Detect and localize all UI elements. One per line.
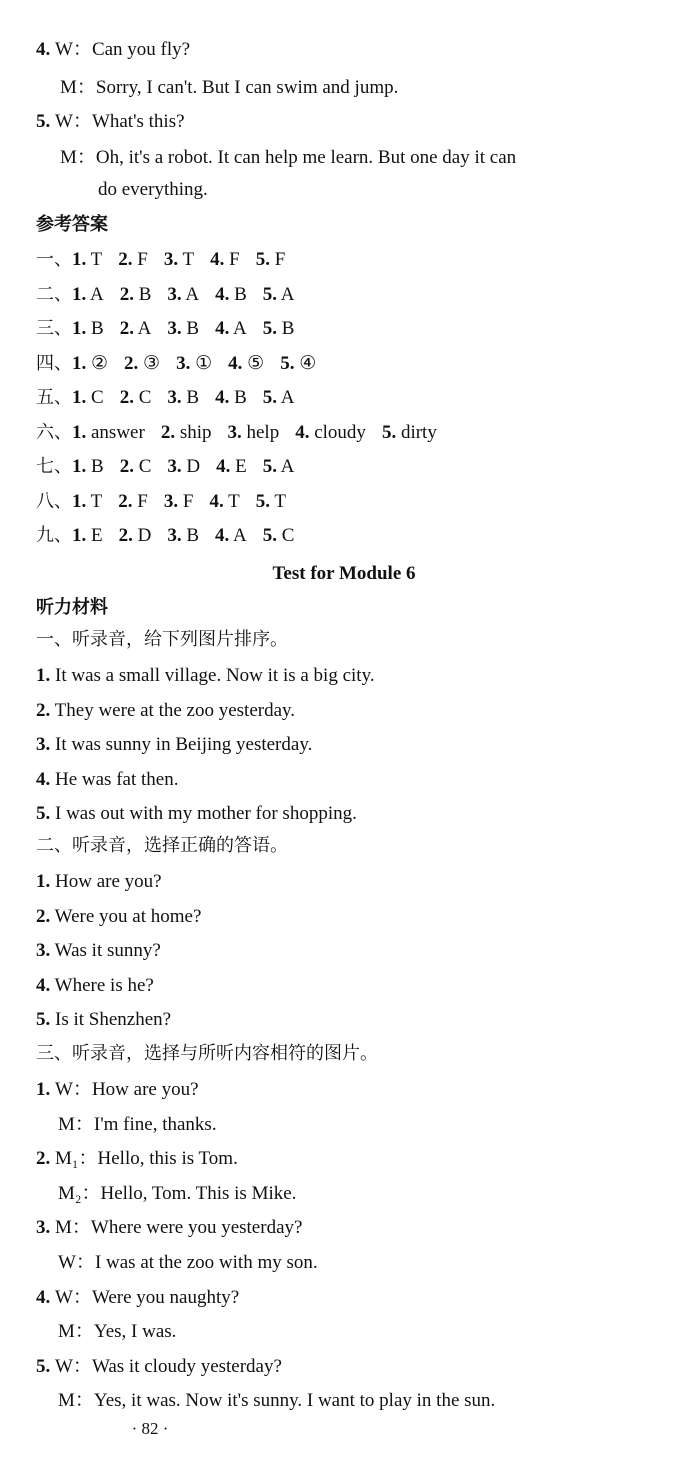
answer-number: 5. bbox=[262, 284, 277, 305]
item-number: 5. bbox=[36, 111, 51, 132]
answer-value: help bbox=[246, 422, 280, 443]
speaker-label: M： bbox=[60, 147, 96, 168]
answer-row bbox=[36, 352, 332, 376]
answer-number: 2. bbox=[118, 491, 133, 512]
item-number: 4. bbox=[36, 39, 51, 60]
dialogue-line bbox=[36, 1147, 238, 1171]
answer-value: ① bbox=[195, 353, 213, 374]
item-number: 4. bbox=[36, 975, 51, 996]
section-1-title: 一、听录音，给下列图片排序。 bbox=[36, 629, 288, 650]
answer-value: answer bbox=[91, 422, 145, 443]
item-number: 3. bbox=[36, 940, 51, 961]
list-item bbox=[36, 870, 162, 894]
dialogue-line bbox=[36, 1286, 239, 1310]
answer-item bbox=[72, 248, 102, 272]
answer-number: 5. bbox=[262, 456, 277, 477]
dialogue-text: Can you fly? bbox=[91, 39, 191, 60]
answer-value: B bbox=[138, 284, 152, 305]
dialogue-line bbox=[58, 1182, 296, 1206]
list-item bbox=[36, 699, 295, 723]
answer-item bbox=[124, 352, 160, 376]
answer-number: 1. bbox=[72, 249, 87, 270]
page-number: · 82 · bbox=[131, 1419, 169, 1438]
answer-number: 4. bbox=[210, 249, 225, 270]
answer-item bbox=[167, 524, 199, 548]
item-number: 3. bbox=[36, 1217, 51, 1238]
answer-number: 3. bbox=[167, 456, 182, 477]
answer-item bbox=[263, 317, 295, 341]
answer-item bbox=[215, 386, 247, 410]
answer-section-label: 九、 bbox=[36, 525, 72, 546]
answer-row bbox=[36, 455, 310, 479]
dialogue-line bbox=[36, 38, 190, 62]
answer-item bbox=[167, 455, 200, 479]
answer-value: F bbox=[229, 249, 240, 270]
speaker-label: W： bbox=[58, 1252, 95, 1273]
dialogue-text: Yes, I was. bbox=[93, 1321, 177, 1342]
answer-number: 4. bbox=[215, 284, 230, 305]
answer-value: D bbox=[137, 525, 152, 546]
answer-number: 3. bbox=[167, 525, 182, 546]
answer-item bbox=[161, 421, 212, 445]
answer-item bbox=[228, 421, 280, 445]
answer-item bbox=[209, 490, 239, 514]
item-text: It was a small village. Now it is a big city. bbox=[55, 665, 375, 686]
answer-item bbox=[228, 352, 264, 376]
answer-number: 1. bbox=[72, 456, 87, 477]
speaker-label: M： bbox=[58, 1114, 94, 1135]
speaker-label: W： bbox=[55, 39, 92, 60]
answer-number: 3. bbox=[163, 491, 179, 512]
answer-section-label: 五、 bbox=[36, 387, 72, 408]
answer-number: 1. bbox=[72, 318, 87, 339]
answer-value: F bbox=[274, 249, 286, 270]
list-item bbox=[36, 664, 375, 688]
answer-item bbox=[215, 283, 247, 307]
dialogue-line bbox=[58, 1113, 217, 1137]
answer-number: 4. bbox=[215, 387, 230, 408]
answer-value: B bbox=[234, 284, 247, 305]
answer-item bbox=[72, 352, 108, 376]
dialogue-line bbox=[36, 1355, 282, 1379]
answer-number: 3. bbox=[167, 387, 182, 408]
answer-number: 4. bbox=[228, 353, 243, 374]
answer-item bbox=[263, 283, 295, 307]
answer-value: B bbox=[186, 525, 200, 546]
answer-item bbox=[72, 524, 103, 548]
answer-row bbox=[36, 317, 310, 341]
dialogue-text: Hello, Tom. This is Mike. bbox=[100, 1183, 297, 1204]
item-text: They were at the zoo yesterday. bbox=[54, 700, 296, 721]
answer-value: A bbox=[185, 284, 200, 305]
item-number: 5. bbox=[36, 803, 51, 824]
answer-item bbox=[118, 248, 148, 272]
answer-number: 1. bbox=[72, 422, 87, 443]
answer-item bbox=[256, 248, 286, 272]
dialogue-text: I was at the zoo with my son. bbox=[94, 1252, 318, 1273]
answer-section-label: 二、 bbox=[36, 284, 72, 305]
list-item bbox=[36, 1008, 171, 1032]
answer-item bbox=[216, 455, 247, 479]
dialogue-line bbox=[58, 1251, 318, 1275]
dialogue-text: Oh, it's a robot. It can help me learn. But one day it can bbox=[95, 147, 517, 168]
answer-item bbox=[120, 455, 152, 479]
answer-value: E bbox=[91, 525, 103, 546]
answer-item bbox=[263, 524, 295, 548]
answer-number: 2. bbox=[118, 525, 133, 546]
answer-item bbox=[382, 421, 437, 445]
answer-number: 2. bbox=[118, 249, 133, 270]
item-number: 4. bbox=[36, 1287, 51, 1308]
item-number: 5. bbox=[36, 1356, 51, 1377]
answer-value: ② bbox=[91, 353, 109, 374]
dialogue-text: Was it cloudy yesterday? bbox=[91, 1356, 282, 1377]
dialogue-line bbox=[36, 110, 185, 134]
speaker-label: W： bbox=[55, 1356, 92, 1377]
answer-item bbox=[164, 490, 194, 514]
answer-number: 2. bbox=[119, 318, 134, 339]
item-number: 4. bbox=[36, 769, 51, 790]
speaker-label: M₁： bbox=[55, 1148, 98, 1169]
answer-value: ship bbox=[179, 422, 212, 443]
answer-value: T bbox=[90, 249, 103, 270]
item-number: 1. bbox=[36, 1079, 51, 1100]
answer-number: 4. bbox=[209, 491, 224, 512]
item-text: I was out with my mother for shopping. bbox=[55, 803, 357, 824]
answer-value: A bbox=[280, 387, 295, 408]
answer-value: ③ bbox=[143, 353, 161, 374]
list-item bbox=[36, 905, 201, 929]
dialogue-text: Where were you yesterday? bbox=[90, 1217, 303, 1238]
item-text: How are you? bbox=[55, 871, 162, 892]
answer-value: C bbox=[138, 387, 152, 408]
speaker-label: W： bbox=[55, 1079, 92, 1100]
answer-section-label: 六、 bbox=[36, 422, 72, 443]
answer-value: cloudy bbox=[314, 422, 366, 443]
answer-value: D bbox=[186, 456, 201, 477]
answer-item bbox=[72, 421, 145, 445]
answer-number: 4. bbox=[295, 422, 310, 443]
answer-number: 5. bbox=[280, 353, 295, 374]
answer-value: F bbox=[182, 491, 194, 512]
answer-value: T bbox=[182, 249, 195, 270]
answers-heading: 参考答案 bbox=[36, 214, 108, 235]
speaker-label: M： bbox=[58, 1390, 94, 1411]
answer-section-label: 八、 bbox=[36, 491, 72, 512]
item-number: 5. bbox=[36, 1009, 51, 1030]
dialogue-text: do everything. bbox=[98, 179, 208, 200]
speaker-label: M： bbox=[58, 1321, 94, 1342]
dialogue-text: How are you? bbox=[91, 1079, 199, 1100]
list-item bbox=[36, 768, 178, 792]
dialogue-text: What's this? bbox=[91, 111, 185, 132]
section-2-title: 二、听录音，选择正确的答语。 bbox=[36, 835, 288, 856]
speaker-label: M： bbox=[55, 1217, 91, 1238]
answer-value: E bbox=[235, 456, 247, 477]
dialogue-text: I'm fine, thanks. bbox=[93, 1114, 217, 1135]
answer-value: F bbox=[137, 249, 148, 270]
answer-number: 4. bbox=[216, 456, 231, 477]
answer-section-label: 三、 bbox=[36, 318, 72, 339]
dialogue-text: Hello, this is Tom. bbox=[97, 1148, 238, 1169]
answer-item bbox=[72, 317, 104, 341]
answer-number: 2. bbox=[119, 456, 134, 477]
dialogue-line bbox=[58, 1320, 176, 1344]
answer-item bbox=[167, 386, 199, 410]
list-item bbox=[36, 974, 154, 998]
answer-number: 2. bbox=[124, 353, 139, 374]
speaker-label: M₂： bbox=[58, 1183, 101, 1204]
answer-item bbox=[72, 386, 104, 410]
dialogue-line bbox=[58, 1389, 495, 1413]
answer-value: B bbox=[281, 318, 295, 339]
answer-item bbox=[280, 352, 316, 376]
speaker-label: W： bbox=[55, 1287, 92, 1308]
item-number: 3. bbox=[36, 734, 51, 755]
answer-item bbox=[215, 317, 247, 341]
answer-item bbox=[167, 283, 199, 307]
answer-item bbox=[120, 283, 152, 307]
answer-number: 1. bbox=[72, 491, 87, 512]
answer-item bbox=[72, 490, 102, 514]
answer-value: A bbox=[280, 284, 295, 305]
item-number: 2. bbox=[36, 700, 51, 721]
dialogue-line bbox=[36, 1078, 199, 1102]
dialogue-text: Yes, it was. Now it's sunny. I want to play in the sun. bbox=[93, 1390, 496, 1411]
answer-item bbox=[119, 524, 152, 548]
answer-item bbox=[215, 524, 247, 548]
answer-number: 3. bbox=[227, 422, 242, 443]
dialogue-line bbox=[36, 1216, 302, 1240]
speaker-label: W： bbox=[55, 111, 92, 132]
answer-number: 2. bbox=[119, 387, 134, 408]
answer-number: 1. bbox=[72, 284, 87, 305]
answer-number: 3. bbox=[167, 318, 182, 339]
answer-value: B bbox=[234, 387, 247, 408]
section-3-title: 三、听录音，选择与所听内容相符的图片。 bbox=[36, 1043, 378, 1064]
answer-item bbox=[120, 317, 152, 341]
list-item bbox=[36, 802, 357, 826]
answer-item bbox=[263, 386, 295, 410]
item-number: 1. bbox=[36, 871, 51, 892]
answer-item bbox=[256, 490, 286, 514]
answer-item bbox=[164, 248, 194, 272]
answer-value: T bbox=[274, 491, 286, 512]
answer-number: 5. bbox=[381, 422, 397, 443]
answer-value: A bbox=[280, 456, 295, 477]
answer-number: 4. bbox=[215, 318, 230, 339]
answer-number: 3. bbox=[176, 353, 191, 374]
dialogue-text: Sorry, I can't. But I can swim and jump. bbox=[95, 77, 399, 98]
answer-value: A bbox=[89, 284, 104, 305]
answer-item bbox=[210, 248, 240, 272]
answer-value: A bbox=[137, 318, 152, 339]
answer-row bbox=[36, 524, 310, 548]
answer-value: B bbox=[186, 387, 200, 408]
answer-value: T bbox=[228, 491, 240, 512]
answer-value: F bbox=[137, 491, 148, 512]
answer-number: 5. bbox=[262, 387, 277, 408]
answer-number: 2. bbox=[119, 284, 134, 305]
answer-row bbox=[36, 386, 310, 410]
answer-number: 1. bbox=[72, 353, 87, 374]
item-text: Where is he? bbox=[54, 975, 154, 996]
answer-row bbox=[36, 283, 310, 307]
item-text: Were you at home? bbox=[54, 906, 202, 927]
item-number: 1. bbox=[36, 665, 51, 686]
answer-row bbox=[36, 490, 302, 514]
answer-number: 5. bbox=[262, 318, 277, 339]
answer-value: B bbox=[91, 456, 104, 477]
answer-section-label: 一、 bbox=[36, 249, 72, 270]
dialogue-line bbox=[98, 178, 208, 202]
answer-item bbox=[167, 317, 199, 341]
item-text: He was fat then. bbox=[55, 769, 179, 790]
answer-value: ⑤ bbox=[247, 353, 265, 374]
list-item bbox=[36, 733, 312, 757]
answer-value: B bbox=[91, 318, 104, 339]
speaker-label: M： bbox=[60, 77, 96, 98]
answer-item bbox=[72, 283, 104, 307]
answer-value: C bbox=[91, 387, 104, 408]
answer-number: 4. bbox=[215, 525, 230, 546]
answer-item bbox=[176, 352, 212, 376]
listening-heading: 听力材料 bbox=[36, 597, 108, 618]
answer-value: dirty bbox=[400, 422, 437, 443]
answer-value: A bbox=[233, 318, 247, 339]
answer-number: 5. bbox=[255, 491, 270, 512]
answer-value: A bbox=[232, 525, 247, 546]
dialogue-line bbox=[60, 146, 516, 170]
answer-item bbox=[295, 421, 366, 445]
list-item bbox=[36, 939, 161, 963]
answer-row bbox=[36, 421, 453, 445]
answer-section-label: 四、 bbox=[36, 353, 72, 374]
answer-row bbox=[36, 248, 301, 272]
dialogue-text: Were you naughty? bbox=[91, 1287, 240, 1308]
answer-item bbox=[118, 490, 148, 514]
answer-number: 5. bbox=[262, 525, 277, 546]
item-number: 2. bbox=[36, 906, 51, 927]
item-text: It was sunny in Beijing yesterday. bbox=[55, 734, 313, 755]
answer-item bbox=[72, 455, 104, 479]
answer-number: 5. bbox=[255, 249, 270, 270]
answer-section-label: 七、 bbox=[36, 456, 72, 477]
module-title: Test for Module 6 bbox=[272, 563, 416, 584]
answer-value: C bbox=[138, 456, 152, 477]
answer-value: ④ bbox=[299, 353, 317, 374]
item-text: Is it Shenzhen? bbox=[55, 1009, 172, 1030]
answer-item bbox=[263, 455, 295, 479]
answer-number: 3. bbox=[163, 249, 179, 270]
answer-number: 1. bbox=[72, 525, 87, 546]
answer-number: 3. bbox=[167, 284, 182, 305]
answer-value: C bbox=[281, 525, 295, 546]
dialogue-line bbox=[60, 76, 398, 100]
item-text: Was it sunny? bbox=[54, 940, 161, 961]
answer-item bbox=[120, 386, 152, 410]
item-number: 2. bbox=[36, 1148, 51, 1169]
answer-number: 1. bbox=[72, 387, 87, 408]
answer-number: 2. bbox=[160, 422, 176, 443]
answer-value: B bbox=[186, 318, 200, 339]
answer-value: T bbox=[90, 491, 103, 512]
